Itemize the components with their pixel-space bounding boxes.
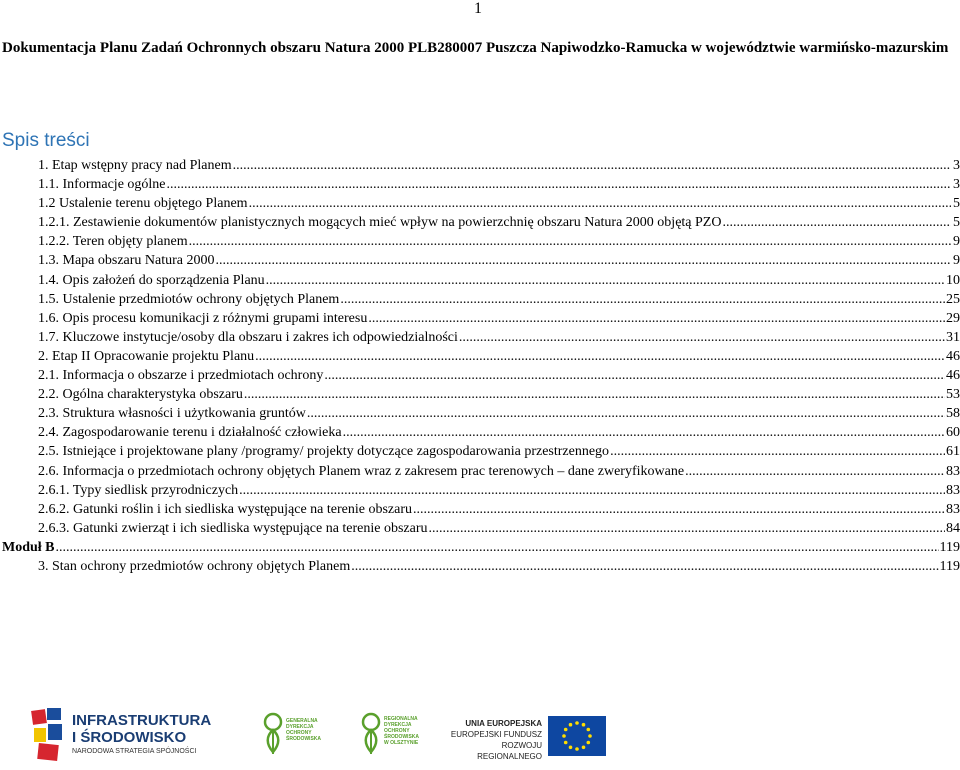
toc-entry-label: 3. Stan ochrony przedmiotów ochrony objętych Planem bbox=[38, 558, 351, 574]
toc-page-number: 83 bbox=[946, 463, 960, 479]
logo-2-line: GENERALNA bbox=[286, 718, 318, 724]
document-title: Dokumentacja Planu Zadań Ochronnych obszaru Natura 2000 PLB280007 Puszcza Napiwodzko-Ramucka w województwie warmińsko-mazurskim bbox=[2, 40, 949, 56]
toc-leader bbox=[189, 232, 951, 251]
toc-entry-label: 1.3. Mapa obszaru Natura 2000 bbox=[38, 253, 215, 269]
logo-3-line: W OLSZTYNIE bbox=[384, 740, 419, 746]
toc-entry[interactable] bbox=[2, 557, 960, 576]
toc-entry[interactable] bbox=[2, 519, 960, 538]
toc-entry-label: 2.4. Zagospodarowanie terenu i działalność człowieka bbox=[38, 425, 342, 441]
toc-entry[interactable] bbox=[2, 442, 960, 461]
toc-entry[interactable] bbox=[2, 271, 960, 290]
toc-leader bbox=[459, 328, 945, 347]
toc-leader bbox=[429, 519, 945, 538]
toc-entry[interactable] bbox=[2, 500, 960, 519]
toc-leader bbox=[685, 462, 945, 481]
logo-2-line: ŚRODOWISKA bbox=[286, 736, 321, 742]
toc-entry-label: 2.6. Informacja o przedmiotach ochrony objętych Planem wraz z zakresem prac terenowych – dane zweryfikowane bbox=[38, 463, 685, 479]
toc-leader bbox=[351, 557, 938, 576]
toc-page-number: 3 bbox=[953, 158, 960, 173]
toc-entry[interactable] bbox=[2, 423, 960, 442]
toc-entry[interactable] bbox=[2, 309, 960, 328]
logo-4-line-1: UNIA EUROPEJSKA bbox=[465, 719, 542, 728]
toc-entry-label: 2.6.3. Gatunki zwierząt i ich siedliska występujące na terenie obszaru bbox=[38, 520, 428, 536]
toc-leader bbox=[56, 538, 939, 557]
toc-page-number: 9 bbox=[953, 234, 960, 250]
toc-page-number: 5 bbox=[953, 196, 960, 212]
toc-page-number: 83 bbox=[946, 501, 960, 517]
toc-entry-label: 1.4. Opis założeń do sporządzenia Planu bbox=[38, 272, 265, 288]
toc-entry[interactable] bbox=[2, 290, 960, 309]
logo-1-line-3: NARODOWA STRATEGIA SPÓJNOŚCI bbox=[72, 748, 197, 755]
toc-entry[interactable] bbox=[2, 481, 960, 500]
toc-entry-label: 1.2 Ustalenie terenu objętego Planem bbox=[38, 196, 248, 212]
toc-entry[interactable] bbox=[2, 156, 960, 175]
nss-flag-icon bbox=[30, 706, 66, 764]
toc-entry-label: 1.2.1. Zestawienie dokumentów planistycznych mogących mieć wpływ na powierzchnię obszaru Natura 2000 objętą PZO bbox=[38, 215, 722, 231]
toc-entry[interactable] bbox=[2, 385, 960, 404]
toc-entry[interactable] bbox=[2, 347, 960, 366]
logo-4-line-3: ROZWOJU REGIONALNEGO bbox=[477, 741, 542, 761]
eu-logo bbox=[444, 718, 610, 761]
toc-heading: Spis treści bbox=[2, 130, 90, 151]
toc-leader bbox=[167, 175, 951, 194]
toc-leader bbox=[324, 366, 945, 385]
toc-page-number: 46 bbox=[946, 348, 960, 364]
toc-leader bbox=[307, 404, 945, 423]
toc-entry[interactable] bbox=[2, 194, 960, 213]
rdos-logo bbox=[360, 712, 426, 762]
toc-entry-label: 2.6.2. Gatunki roślin i ich siedliska występujące na terenie obszaru bbox=[38, 501, 413, 517]
toc-page-number: 9 bbox=[953, 253, 960, 269]
leaf-emblem-icon bbox=[262, 712, 284, 756]
toc-page-number: 119 bbox=[939, 558, 960, 574]
toc-entry[interactable] bbox=[2, 462, 960, 481]
toc-entry[interactable] bbox=[2, 366, 960, 385]
toc-page-number: 53 bbox=[946, 387, 960, 403]
toc-page-number: 60 bbox=[946, 425, 960, 441]
logo-3-line: REGIONALNA bbox=[384, 716, 418, 722]
toc-entry-label: 2. Etap II Opracowanie projektu Planu bbox=[38, 348, 255, 364]
toc-entry-label: 2.1. Informacja o obszarze i przedmiotach ochrony bbox=[38, 368, 324, 384]
toc-page-number: 10 bbox=[946, 272, 960, 288]
toc-entry-label: 1. Etap wstępny pracy nad Planem bbox=[38, 158, 232, 173]
logo-3-line: ŚRODOWISKA bbox=[384, 734, 419, 740]
toc-entry-label: 1.5. Ustalenie przedmiotów ochrony objętych Planem bbox=[38, 291, 340, 307]
logo-4-line-2: EUROPEJSKI FUNDUSZ bbox=[450, 730, 542, 739]
eu-flag-icon bbox=[548, 716, 606, 756]
infrastruktura-logo bbox=[30, 706, 210, 766]
toc-leader bbox=[368, 309, 945, 328]
toc-entry[interactable] bbox=[2, 328, 960, 347]
toc-entry[interactable] bbox=[2, 175, 960, 194]
toc-page-number: 25 bbox=[946, 291, 960, 307]
footer-logos bbox=[0, 690, 960, 770]
toc-leader bbox=[722, 213, 951, 232]
logo-2-line: DYREKCJA bbox=[286, 724, 314, 730]
toc-leader bbox=[255, 347, 945, 366]
toc-entry-label: 1.7. Kluczowe instytucje/osoby dla obszaru i zakres ich odpowiedzialności bbox=[38, 329, 458, 345]
gdos-logo bbox=[262, 712, 322, 762]
toc-page-number: 29 bbox=[946, 310, 960, 326]
toc-entry[interactable] bbox=[2, 213, 960, 232]
logo-2-line: OCHRONY bbox=[286, 730, 312, 736]
toc-page-number: 5 bbox=[953, 215, 960, 231]
toc-entry[interactable] bbox=[2, 404, 960, 423]
toc-leader bbox=[266, 271, 945, 290]
toc-page-number: 3 bbox=[953, 177, 960, 193]
toc-entry-label: 2.2. Ogólna charakterystyka obszaru bbox=[38, 387, 243, 403]
logo-3-line: DYREKCJA bbox=[384, 722, 412, 728]
toc-entry[interactable] bbox=[2, 232, 960, 251]
leaf-emblem-icon bbox=[360, 712, 382, 756]
toc-leader bbox=[343, 423, 945, 442]
table-of-contents bbox=[2, 156, 960, 576]
logo-1-line-1: INFRASTRUKTURA bbox=[72, 712, 212, 729]
toc-entry-label: 2.3. Struktura własności i użytkowania gruntów bbox=[38, 406, 306, 422]
toc-entry[interactable] bbox=[2, 251, 960, 270]
toc-page-number: 83 bbox=[946, 482, 960, 498]
toc-leader bbox=[233, 156, 951, 175]
toc-entry-label: 1.6. Opis procesu komunikacji z różnymi grupami interesu bbox=[38, 310, 368, 326]
toc-entry-label: 2.6.1. Typy siedlisk przyrodniczych bbox=[38, 482, 239, 498]
toc-entry-label: 2.5. Istniejące i projektowane plany /programy/ projekty dotyczące zagospodarowania przestrzennego bbox=[38, 444, 610, 460]
toc-page-number: 61 bbox=[946, 444, 960, 460]
toc-leader bbox=[244, 385, 945, 404]
logo-1-line-2: I ŚRODOWISKO bbox=[72, 729, 187, 746]
toc-entry-label: Moduł B bbox=[2, 539, 55, 555]
toc-page-number: 31 bbox=[946, 329, 960, 345]
toc-page-number: 58 bbox=[946, 406, 960, 422]
toc-entry-label: 1.2.2. Teren objęty planem bbox=[38, 234, 188, 250]
toc-entry-label: 1.1. Informacje ogólne bbox=[38, 177, 166, 193]
toc-entry[interactable] bbox=[2, 538, 960, 557]
toc-leader bbox=[340, 290, 945, 309]
toc-leader bbox=[413, 500, 945, 519]
toc-page-number: 119 bbox=[939, 539, 960, 555]
toc-page-number: 46 bbox=[946, 368, 960, 384]
toc-leader bbox=[239, 481, 945, 500]
toc-leader bbox=[216, 251, 951, 270]
page-number: 1 bbox=[474, 0, 482, 17]
toc-leader bbox=[610, 442, 945, 461]
logo-3-line: OCHRONY bbox=[384, 728, 410, 734]
toc-leader bbox=[249, 194, 951, 213]
toc-page-number: 84 bbox=[946, 520, 960, 536]
